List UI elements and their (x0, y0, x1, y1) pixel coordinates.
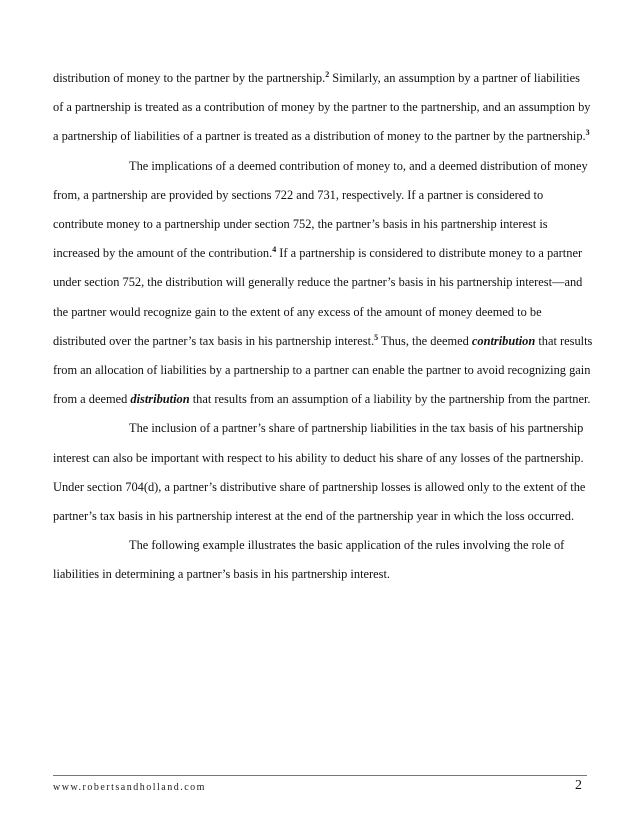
paragraph-text: Similarly, an assumption by a partner of liabilities of a partnership is treated as a contribution of money by the partner to the partnership, and an assumption by a partnership of liabilities of a partner is treated as a distribution of money to the partner by the partnership. (53, 71, 591, 144)
emphasized-term: contribution (471, 333, 536, 348)
footnote-marker: 4 (272, 245, 277, 255)
paragraph-text: Thus, the deemed (378, 333, 472, 348)
footnote-marker: 3 (585, 128, 590, 138)
paragraph-text: If a partnership is considered to distribute money to a partner under section 752, the distribution will generally reduce the partner’s basis in his partnership interest—and the partner would recognize gain to the extent of any excess of the amount of money deemed to be distributed over the partner’s tax basis in his partnership interest. (53, 246, 583, 348)
emphasized-term: distribution (130, 392, 190, 407)
paragraph-text: that results from an assumption of a liability by the partnership from the partner. (189, 392, 591, 407)
footnote-marker: 5 (374, 332, 379, 342)
paragraph-1 (53, 64, 593, 152)
paragraph-2 (53, 152, 593, 415)
paragraph-text: The following example illustrates the basic application of the rules involving the role of liabilities in determining a partner’s basis in his partnership interest. (53, 538, 565, 582)
paragraph-text: distribution of money to the partner by the partnership. (53, 71, 326, 85)
page-number: 2 (575, 778, 582, 793)
paragraph-text: that results from an allocation of liabilities by a partnership to a partner can enable the partner to avoid recognizing gain from a deemed (53, 333, 593, 407)
document-body (53, 64, 593, 590)
paragraph-text: The inclusion of a partner’s share of partnership liabilities in the tax basis of his partnership interest can also be important with respect to his ability to deduct his share of any losses of the partnership. Under section 704(d), a partner’s distributive share of partnership losses is allowed only to the extent of the partner’s tax basis in his partnership interest at the end of the partnership year in which the loss occurred. (53, 421, 586, 524)
paragraph-4 (53, 531, 593, 589)
paragraph-3 (53, 414, 593, 531)
paragraph-text: The implications of a deemed contribution of money to, and a deemed distribution of money from, a partnership are provided by sections 722 and 731, respectively. If a partner is considered to contribute money to a partnership under section 752, the partner’s basis in his partnership interest is increased by the amount of the contribution. (53, 158, 588, 261)
footnote-marker: 2 (325, 70, 330, 79)
footer-website-url: www.robertsandholland.com (53, 782, 206, 793)
footer-divider (53, 775, 587, 776)
